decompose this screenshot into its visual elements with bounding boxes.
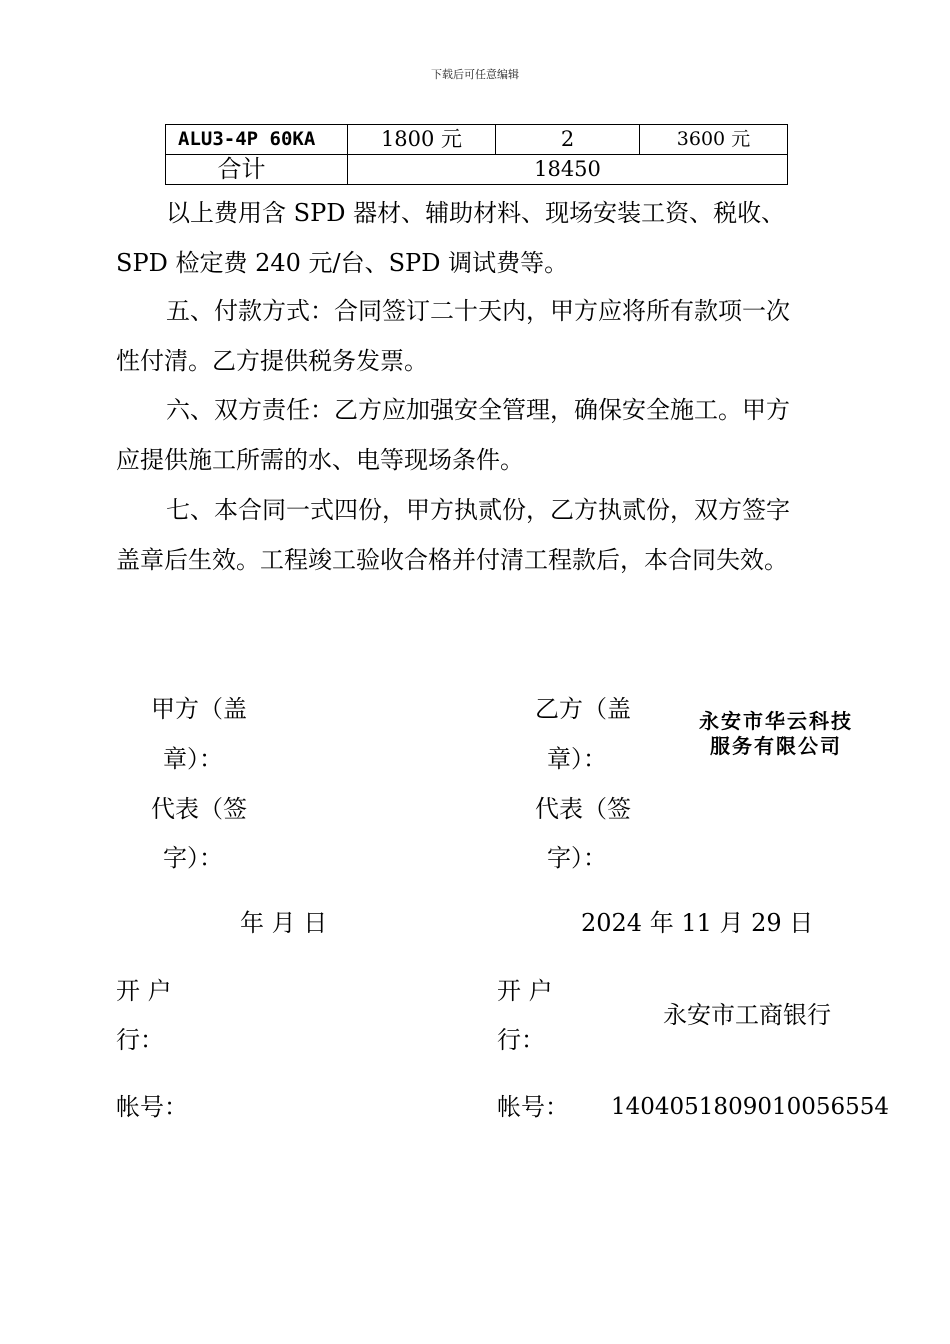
total-value-cell: 18450 <box>348 155 788 185</box>
company-name-line-2: 服务有限公司 <box>710 734 842 758</box>
party-b-rep-label: 代表（签 <box>535 795 631 823</box>
model-cell: ALU3-4P 60KA <box>166 125 348 155</box>
table-total-row <box>166 155 788 185</box>
party-b-bank-label-cont: 行： <box>497 1026 545 1054</box>
party-b-seal-label-cont: 章）： <box>547 745 607 773</box>
party-b-company-name <box>686 709 866 759</box>
party-b-date: 2024 年 11 月 29 日 <box>581 909 814 937</box>
party-b-rep-label-cont: 字）： <box>547 844 607 872</box>
party-b-account-number: 1404051809010056554 <box>611 1094 890 1120</box>
copies-paragraph <box>116 485 856 585</box>
party-b-bank-label: 开 户 <box>497 977 553 1005</box>
party-a-seal-label-cont: 章）： <box>163 745 223 773</box>
payment-line-2: 性付清。乙方提供税务发票。 <box>116 347 428 375</box>
payment-line-1: 五、付款方式：合同签订二十天内，甲方应将所有款项一次 <box>166 297 790 325</box>
fees-paragraph <box>116 188 856 288</box>
table-row <box>166 125 788 155</box>
party-a-bank-label: 开 户 <box>116 977 172 1005</box>
fees-line-2: SPD 检定费 240 元/台、SPD 调试费等。 <box>116 249 569 277</box>
quantity-cell: 2 <box>496 125 640 155</box>
copies-line-1: 七、本合同一式四份，甲方执贰份，乙方执贰份，双方签字 <box>166 496 790 524</box>
copies-line-2: 盖章后生效。工程竣工验收合格并付清工程款后，本合同失效。 <box>116 546 788 574</box>
company-name-line-1: 永安市华云科技 <box>699 709 853 733</box>
header-note: 下载后可任意编辑 <box>431 68 519 81</box>
party-b-account-label: 帐号： <box>497 1093 569 1121</box>
party-a-rep-label: 代表（签 <box>151 795 247 823</box>
amount-cell: 3600 元 <box>640 125 788 155</box>
party-a-date: 年 月 日 <box>240 909 328 937</box>
party-a-rep-label-cont: 字）： <box>163 844 223 872</box>
duty-line-2: 应提供施工所需的水、电等现场条件。 <box>116 446 524 474</box>
duty-line-1: 六、双方责任：乙方应加强安全管理，确保安全施工。甲方 <box>166 396 790 424</box>
unit-price-cell: 1800 元 <box>348 125 496 155</box>
party-a-seal-label: 甲方（盖 <box>151 695 247 723</box>
duty-paragraph <box>116 385 856 485</box>
party-a-account-label: 帐号： <box>116 1093 188 1121</box>
party-b-bank-name: 永安市工商银行 <box>663 1001 831 1029</box>
party-b-seal-label: 乙方（盖 <box>535 695 631 723</box>
total-label-cell: 合计 <box>166 155 348 185</box>
party-a-bank-label-cont: 行： <box>116 1026 164 1054</box>
fees-line-1: 以上费用含 SPD 器材、辅助材料、现场安装工资、税收、 <box>166 199 786 227</box>
payment-paragraph <box>116 286 856 386</box>
price-table <box>165 124 788 185</box>
